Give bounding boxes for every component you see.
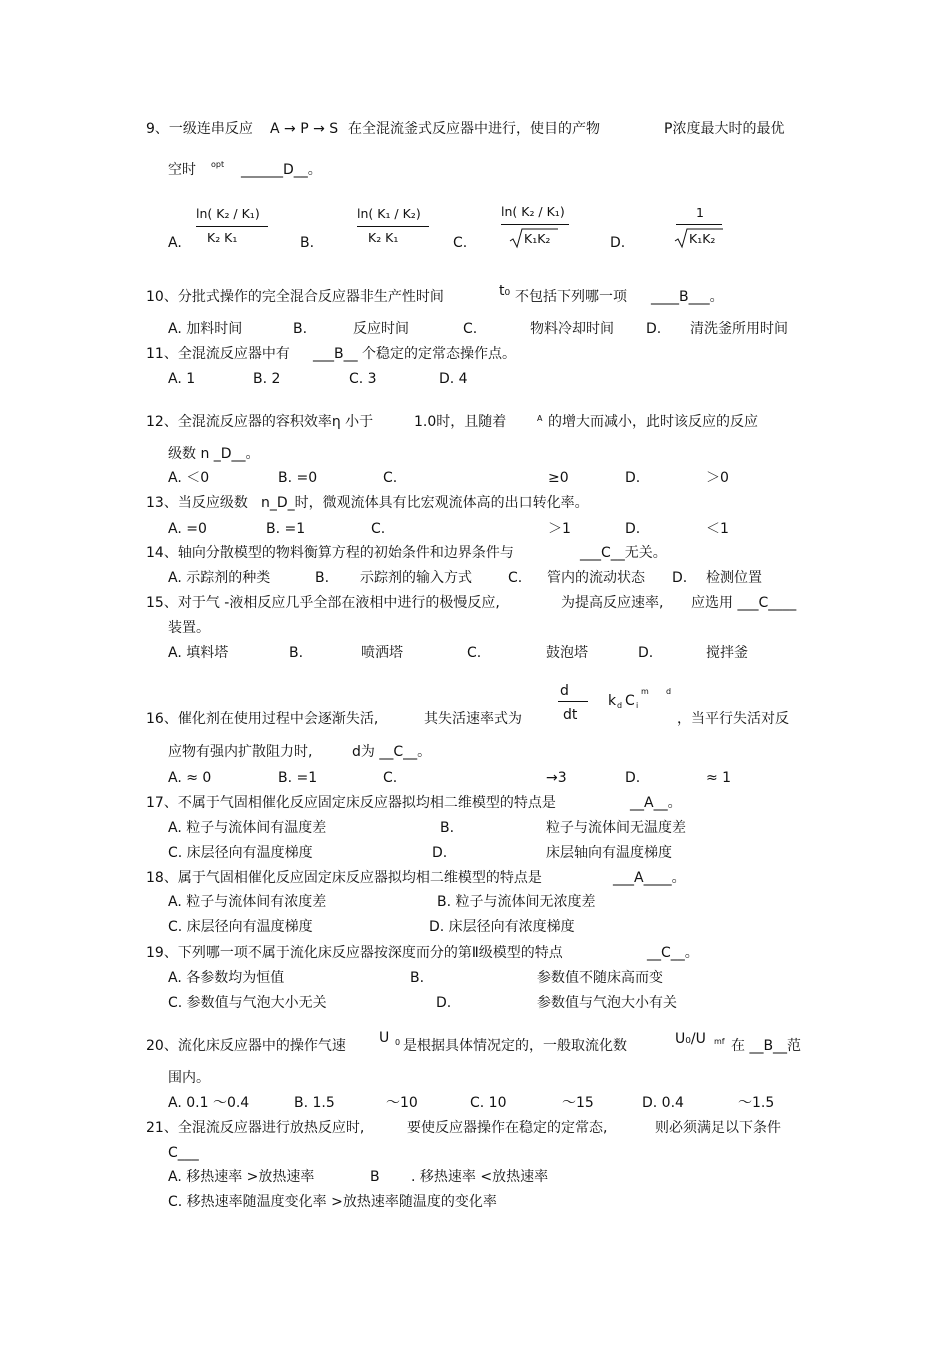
q9-opt-label: opt — [211, 160, 225, 169]
q14-option-a: A. 示踪剂的种类 — [168, 570, 271, 586]
q9-option-a-denominator: K₂ K₁ — [207, 230, 238, 245]
q21-text: 21、全混流反应器进行放热反应时, — [146, 1120, 365, 1136]
q12-option-c: ≥0 — [548, 470, 569, 486]
q16-option-d-label: D. — [625, 770, 641, 786]
q11-option-a: A. 1 — [168, 371, 196, 387]
q12-value: 1.0时，且随着 — [414, 414, 507, 430]
q19-option-a: A. 各参数均为恒值 — [168, 970, 285, 986]
q19-text: 19、下列哪一项不属于流化床反应器按深度而分的第Ⅱ级模型的特点 — [146, 945, 563, 961]
q16-option-c-label: C. — [383, 770, 398, 786]
q9-line2: 空时 — [168, 162, 196, 178]
q13-option-d-label: D. — [625, 521, 641, 537]
q14-option-b-label: B. — [315, 570, 330, 586]
q20-option-a: A. 0.1 ～0.4 — [168, 1095, 250, 1111]
q21-option-c: C. 移热速率随温度变化率 >放热速率随温度的变化率 — [168, 1194, 497, 1210]
q20-option-d-label: D. 0.4 — [642, 1095, 684, 1111]
q20-option-d: ～1.5 — [738, 1095, 775, 1111]
q16-text: 16、催化剂在使用过程中会逐渐失活, — [146, 711, 379, 727]
q17-option-c: C. 床层径向有温度梯度 — [168, 845, 313, 861]
q17-option-b: 粒子与流体间无温度差 — [546, 820, 686, 836]
q14-text: 14、轴向分散模型的物料衡算方程的初始条件和边界条件与 — [146, 545, 514, 561]
q9-option-a-numerator: ln( K₂ / K₁) — [196, 206, 260, 221]
q9-answer: ______D__。 — [241, 162, 322, 178]
q16-d: d — [560, 683, 569, 699]
q21-text2: 要使反应器操作在稳定的定常态, — [407, 1120, 608, 1136]
q19-answer: __C__。 — [647, 945, 699, 961]
q16-rate-sub-i: i — [636, 701, 639, 710]
q16-dt: dt — [563, 707, 578, 723]
q16-text3: ，当平行失活对反 — [677, 711, 789, 727]
q17-text: 17、不属于气固相催化反应固定床反应器拟均相二维模型的特点是 — [146, 795, 556, 811]
q12-line2: 级数 n _D__。 — [168, 446, 260, 462]
q13-option-a: A. =0 — [168, 521, 207, 537]
q15-text2: 为提高反应速率, — [561, 595, 664, 611]
q15-option-c-label: C. — [467, 645, 482, 661]
q20-text: 20、流化床反应器中的操作气速 — [146, 1038, 346, 1054]
q17-option-d-label: D. — [432, 845, 448, 861]
q10-option-d: 清洗釜所用时间 — [690, 321, 788, 337]
q9-option-c-denominator: K₁K₂ — [524, 231, 551, 246]
q20-u0-sub: 0 — [395, 1038, 401, 1047]
q18-option-b: B. 粒子与流体间无浓度差 — [437, 894, 596, 910]
q9-option-c-label: C. — [453, 235, 468, 251]
q20-u0: U — [379, 1030, 390, 1046]
q11-text2: 个稳定的定常态操作点。 — [362, 346, 516, 362]
q10-option-c: 物料冷却时间 — [530, 321, 614, 337]
q20-line2: 围内。 — [168, 1070, 210, 1086]
q9-text-end: P浓度最大时的最优 — [664, 121, 785, 137]
q19-option-d-label: D. — [436, 995, 452, 1011]
q10-option-c-label: C. — [463, 321, 478, 337]
q18-text: 18、属于气固相催化反应固定床反应器拟均相二维模型的特点是 — [146, 870, 542, 886]
q15-option-d: 搅拌釜 — [706, 645, 748, 661]
q19-option-c: C. 参数值与气泡大小无关 — [168, 995, 327, 1011]
q11-option-c: C. 3 — [349, 371, 377, 387]
q20-option-b: ～10 — [386, 1095, 418, 1111]
q20-ratio-sub: mf — [714, 1037, 725, 1046]
q17-option-b-label: B. — [440, 820, 455, 836]
q9-option-a-label: A. — [168, 235, 182, 251]
q10-answer: ____B___。 — [651, 289, 724, 305]
q11-option-b: B. 2 — [253, 371, 281, 387]
q16-option-d: ≈ 1 — [706, 770, 732, 786]
q12-text: 12、全混流反应器的容积效率η 小于 — [146, 414, 374, 430]
q9-option-a-fraction-bar — [196, 226, 268, 227]
q12-option-a: A. ＜0 — [168, 470, 210, 486]
q12-option-b: B. =0 — [278, 470, 318, 486]
q16-rate-k: k — [608, 693, 617, 709]
q16-option-a: A. ≈ 0 — [168, 770, 212, 786]
q19-option-d: 参数值与气泡大小有关 — [537, 995, 677, 1011]
q9-option-d-numerator: 1 — [696, 205, 704, 220]
q12-option-d: ＞0 — [706, 470, 729, 486]
q9-text-mid: 在全混流釜式反应器中进行，使目的产物 — [348, 121, 600, 137]
q16-fraction-bar — [558, 701, 588, 702]
q18-option-c: C. 床层径向有温度梯度 — [168, 919, 313, 935]
q10-option-b-label: B. — [293, 321, 308, 337]
q13-option-c-label: C. — [371, 521, 386, 537]
q12-option-d-label: D. — [625, 470, 641, 486]
q14-option-b: 示踪剂的输入方式 — [360, 570, 472, 586]
q16-rate-sup-m: m — [641, 687, 649, 696]
q15-option-b: 喷洒塔 — [361, 645, 403, 661]
q15-line2: 装置。 — [168, 620, 210, 636]
q9-text: 9、一级连串反应 — [146, 121, 253, 137]
q9-option-d-label: D. — [610, 235, 626, 251]
q21-answer: C___ — [168, 1145, 199, 1161]
q16-rate-sup-d: d — [666, 687, 672, 696]
q15-option-c: 鼓泡塔 — [546, 645, 588, 661]
q11-text: 11、全混流反应器中有 — [146, 346, 290, 362]
q13-text: 13、当反应级数 — [146, 495, 248, 511]
q10-option-b: 反应时间 — [353, 321, 409, 337]
q10-option-d-label: D. — [646, 321, 662, 337]
q9-reaction: A → P → S — [270, 121, 339, 137]
q9-option-d-fraction-bar — [676, 224, 722, 225]
q16-line2: 应物有强内扩散阻力时, — [168, 744, 313, 760]
q16-option-b: B. =1 — [278, 770, 318, 786]
q10-option-a: A. 加料时间 — [168, 321, 243, 337]
q20-option-c-label: C. 10 — [470, 1095, 507, 1111]
q16-option-c: →3 — [546, 770, 567, 786]
q19-option-b-label: B. — [410, 970, 425, 986]
q12-xa: A — [537, 414, 543, 423]
q14-answer: ___C__无关。 — [580, 545, 667, 561]
q14-option-d-label: D. — [672, 570, 688, 586]
q9-option-c-numerator: ln( K₂ / K₁) — [501, 204, 565, 219]
q17-option-d: 床层轴向有温度梯度 — [546, 845, 672, 861]
q21-text3: 则必须满足以下条件 — [655, 1120, 781, 1136]
q13-option-d: ＜1 — [706, 521, 729, 537]
q20-ratio: U₀/U — [675, 1031, 706, 1047]
q16-text2: 其失活速率式为 — [424, 711, 522, 727]
q11-answer: ___B__ — [313, 346, 358, 362]
q14-option-c-label: C. — [508, 570, 523, 586]
q17-answer: __A__。 — [630, 795, 682, 811]
q16-answer: d为 __C__。 — [352, 744, 432, 760]
q15-answer: 应选用 ___C____ — [691, 595, 797, 611]
q11-option-d: D. 4 — [439, 371, 468, 387]
q21-option-b-label: B — [370, 1169, 380, 1185]
q15-option-b-label: B. — [289, 645, 304, 661]
q16-rate-sub-d: d — [617, 701, 623, 710]
q13-option-b: B. =1 — [266, 521, 306, 537]
q20-text2: 是根据具体情况定的，一般取流化数 — [403, 1038, 627, 1054]
q20-answer: 在 __B__范 — [731, 1038, 802, 1054]
q19-option-b: 参数值不随床高而变 — [537, 970, 663, 986]
q9-option-b-label: B. — [300, 235, 315, 251]
q17-option-a: A. 粒子与流体间有温度差 — [168, 820, 327, 836]
q9-option-b-numerator: ln( K₁ / K₂) — [357, 206, 421, 221]
q12-option-c-label: C. — [383, 470, 398, 486]
q14-option-d: 检测位置 — [706, 570, 762, 586]
q16-rate-c: C — [625, 693, 635, 709]
q10-text: 10、分批式操作的完全混合反应器非生产性时间 — [146, 289, 444, 305]
q15-text: 15、对于气 -液相反应几乎全部在液相中进行的极慢反应, — [146, 595, 500, 611]
q9-option-c-fraction-bar — [501, 224, 569, 225]
q10-text2: 不包括下列哪一项 — [515, 289, 627, 305]
q9-option-b-fraction-bar — [357, 226, 429, 227]
q20-option-c: ～15 — [562, 1095, 594, 1111]
q13-answer: n_D_时，微观流体具有比宏观流体高的出口转化率。 — [261, 495, 589, 511]
q13-option-c: ＞1 — [548, 521, 571, 537]
q9-option-b-denominator: K₂ K₁ — [368, 230, 399, 245]
q15-option-a: A. 填料塔 — [168, 645, 229, 661]
q18-option-d: D. 床层径向有浓度梯度 — [429, 919, 575, 935]
q10-t0: t₀ — [499, 283, 511, 299]
q12-text2: 的增大而减小，此时该反应的反应 — [548, 414, 758, 430]
q20-option-b-label: B. 1.5 — [294, 1095, 335, 1111]
q21-option-a: A. 移热速率 >放热速率 — [168, 1169, 315, 1185]
q14-option-c: 管内的流动状态 — [547, 570, 645, 586]
q9-option-d-denominator: K₁K₂ — [689, 231, 716, 246]
q18-option-a: A. 粒子与流体间有浓度差 — [168, 894, 327, 910]
q21-option-b: . 移热速率 <放热速率 — [411, 1169, 549, 1185]
q15-option-d-label: D. — [638, 645, 654, 661]
q18-answer: ___A____。 — [613, 870, 686, 886]
